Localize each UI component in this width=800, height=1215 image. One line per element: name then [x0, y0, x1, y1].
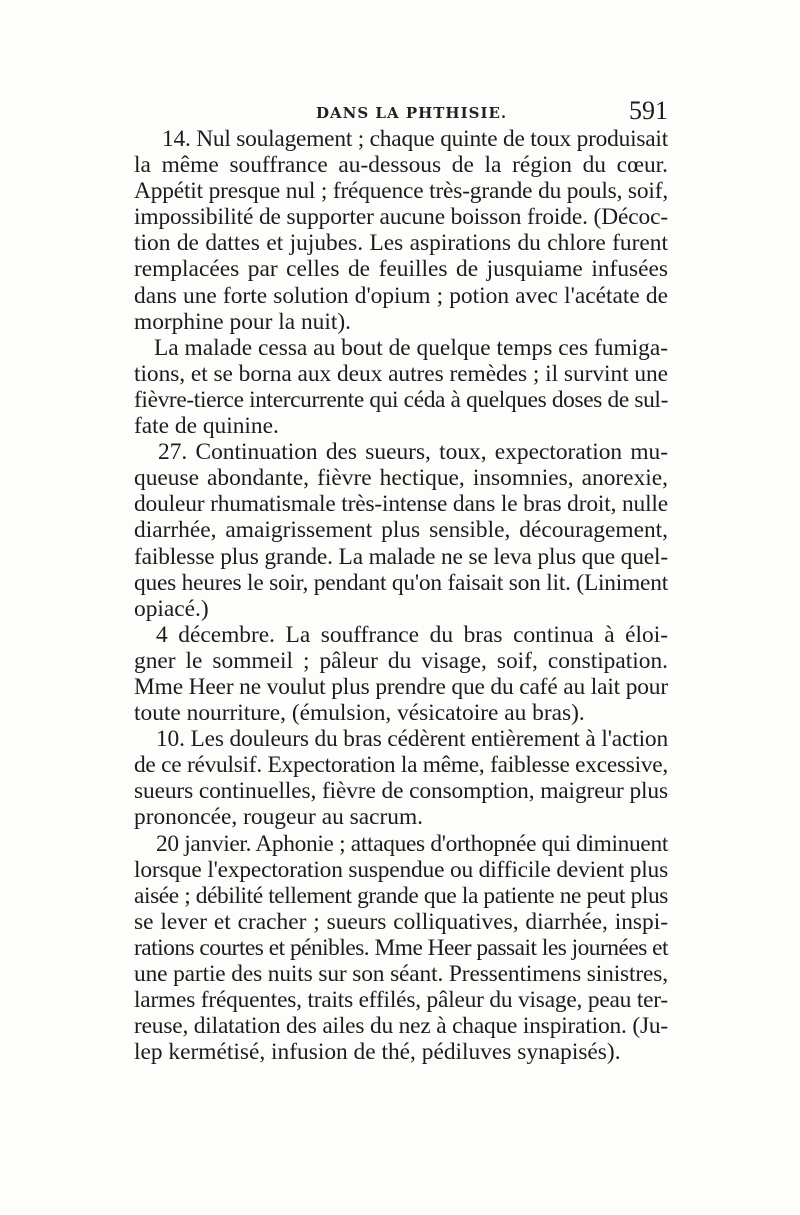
- text-line: lorsque l'expectoration suspendue ou difficile devient plus: [134, 856, 668, 883]
- text-line: dans une forte solution d'opium ; potion avec l'acétate de: [134, 282, 668, 309]
- text-line: 10. Les douleurs du bras cédèrent entièrement à l'action: [156, 726, 668, 753]
- text-line: sueurs continuelles, fièvre de consomption, maigreur plus: [134, 778, 668, 805]
- text-line: une partie des nuits sur son séant. Pressentimens sinistres,: [134, 961, 668, 987]
- text-line: la même souffrance au-dessous de la région du cœur.: [134, 152, 668, 179]
- text-line: remplacées par celles de feuilles de jusquiame infusées: [134, 256, 668, 283]
- text-line: de ce révulsif. Expectoration la même, faiblesse excessive,: [134, 752, 668, 779]
- text-line: lep kermétisé, infusion de thé, pédiluves synapisés).: [134, 1039, 621, 1066]
- text-line: larmes fréquentes, traits effilés, pâleur du visage, peau ter-: [134, 987, 668, 1014]
- text-line: gner le sommeil ; pâleur du visage, soif, constipation.: [134, 647, 668, 674]
- running-head: DANS LA PHTHISIE.: [316, 104, 508, 122]
- text-line: La malade cessa au bout de quelque temps ces fumiga-: [154, 334, 668, 361]
- text-line: se lever et cracher ; sueurs colliquatives, diarrhée, inspi-: [134, 908, 668, 935]
- text-line: toute nourriture, (émulsion, vésicatoire au bras).: [134, 700, 585, 727]
- text-line: aisée ; débilité tellement grande que la patiente ne peut plus: [134, 882, 668, 909]
- text-line: ques heures le soir, pendant qu'on faisait son lit. (Liniment: [134, 569, 668, 596]
- text-line: fièvre-tierce intercurrente qui céda à quelques doses de sul-: [134, 386, 668, 413]
- text-line: douleur rhumatismale très-intense dans le bras droit, nulle: [134, 491, 668, 518]
- body-text: [134, 126, 668, 1065]
- text-line: impossibilité de supporter aucune boisson froide. (Décoc-: [134, 204, 668, 231]
- text-line: Mme Heer ne voulut plus prendre que du café au lait pour: [134, 673, 668, 700]
- text-line: queuse abondante, fièvre hectique, insomnies, anorexie,: [134, 465, 668, 492]
- text-line: Appétit presque nul ; fréquence très-grande du pouls, soif,: [134, 178, 668, 205]
- text-line: diarrhée, amaigrissement plus sensible, découragement,: [134, 517, 668, 544]
- text-line: fate de quinine.: [134, 413, 279, 440]
- text-line: 4 décembre. La souffrance du bras continua à éloi-: [156, 621, 668, 648]
- text-line: faiblesse plus grande. La malade ne se leva plus que quel-: [134, 543, 668, 570]
- text-line: 14. Nul soulagement ; chaque quinte de toux produisait: [162, 126, 668, 152]
- text-line: 20 janvier. Aphonie ; attaques d'orthopnée qui diminuent: [156, 830, 668, 857]
- text-line: tions, et se borna aux deux autres remèdes ; il survint une: [134, 360, 668, 387]
- text-line: tion de dattes et jujubes. Les aspirations du chlore furent: [134, 230, 668, 257]
- text-line: rations courtes et pénibles. Mme Heer passait les journées et: [134, 934, 668, 961]
- text-line: reuse, dilatation des ailes du nez à chaque inspiration. (Ju-: [134, 1013, 668, 1040]
- text-line: morphine pour la nuit).: [134, 308, 351, 335]
- page-number: 591: [629, 96, 668, 125]
- text-line: 27. Continuation des sueurs, toux, expectoration mu-: [158, 439, 668, 466]
- text-line: prononcée, rougeur au sacrum.: [134, 804, 424, 831]
- text-line: opiacé.): [134, 595, 209, 622]
